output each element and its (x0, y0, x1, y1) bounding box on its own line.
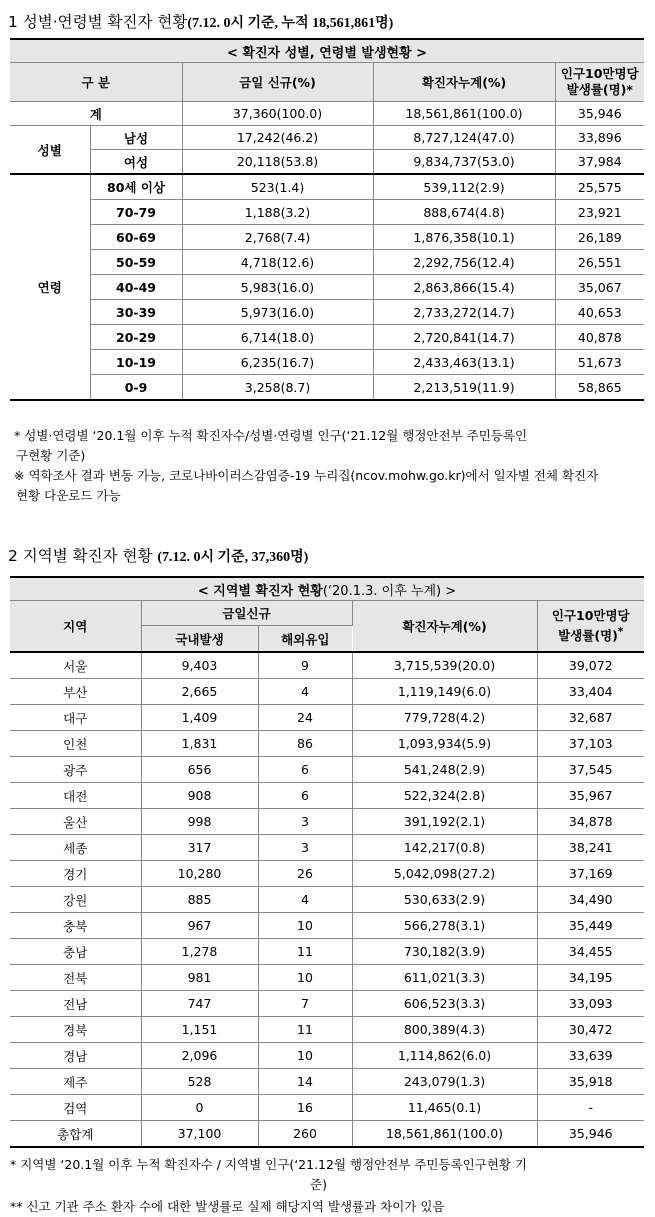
age-row (10, 200, 644, 225)
region-name: 세종 (10, 835, 141, 861)
region-name: 서울 (10, 652, 141, 679)
region-name: 대구 (10, 705, 141, 731)
age-rows (10, 174, 644, 400)
total-label: 계 (10, 102, 182, 126)
region-domestic: 2,096 (141, 1043, 258, 1069)
region-overseas: 16 (258, 1095, 352, 1121)
age-rate: 40,878 (555, 325, 644, 350)
region-rate: 34,878 (537, 809, 644, 835)
region-name: 제주 (10, 1069, 141, 1095)
region-domestic: 10,280 (141, 861, 258, 887)
header-cumulative: 확진자누계(%) (373, 63, 555, 102)
age-label: 30-39 (90, 300, 182, 325)
age-cum: 2,863,866(15.4) (373, 275, 555, 300)
gender-new-count: 20,118 (236, 154, 281, 169)
region-cum: 800,389(4.3) (352, 1017, 537, 1043)
region-row (10, 991, 644, 1017)
age-label: 10-19 (90, 350, 182, 375)
gender-row (10, 126, 644, 150)
age-new (182, 325, 373, 350)
header-overseas: 해외유입 (258, 626, 352, 653)
age-cum: 1,876,358(10.1) (373, 225, 555, 250)
region-overseas: 10 (258, 913, 352, 939)
region-name: 경북 (10, 1017, 141, 1043)
region-domestic: 9,403 (141, 652, 258, 679)
age-label: 80세 이상 (90, 174, 182, 200)
region-row (10, 939, 644, 965)
region-row (10, 783, 644, 809)
region-domestic: 1,278 (141, 939, 258, 965)
age-cum: 2,433,463(13.1) (373, 350, 555, 375)
region-overseas: 4 (258, 679, 352, 705)
region-cum: 1,114,862(6.0) (352, 1043, 537, 1069)
section1-title (8, 10, 393, 32)
age-new (182, 275, 373, 300)
region-domestic: 1,409 (141, 705, 258, 731)
gender-cum: 9,834,737(53.0) (373, 150, 555, 175)
age-new-count: 6,714 (240, 329, 277, 345)
gender-new (182, 126, 373, 150)
age-row (10, 275, 644, 300)
section1-note-line: 현황 다운로드 가능 (16, 488, 121, 503)
region-overseas: 26 (258, 861, 352, 887)
gender-rate: 33,896 (555, 126, 644, 150)
section2-note-line: 준) (310, 1177, 327, 1192)
region-cum: 391,192(2.1) (352, 809, 537, 835)
total-new-count: 37,360 (232, 106, 277, 121)
section1-notes (14, 426, 598, 506)
gender-new-pct: (53.8) (280, 154, 319, 169)
header-new-cases: 금일 신규(%) (182, 63, 373, 102)
total-rate: 35,946 (555, 102, 644, 126)
age-label: 70-79 (90, 200, 182, 225)
region-cum: 18,561,861(100.0) (352, 1121, 537, 1148)
region-row (10, 731, 644, 757)
age-new-count: 6,235 (240, 354, 277, 370)
region-name: 경남 (10, 1043, 141, 1069)
region-cum: 606,523(3.3) (352, 991, 537, 1017)
age-new (182, 300, 373, 325)
total-row (10, 102, 644, 126)
gender-label: 여성 (90, 150, 182, 175)
region-row (10, 913, 644, 939)
region-domestic: 37,100 (141, 1121, 258, 1148)
region-name: 총합계 (10, 1121, 141, 1148)
header-rate2-line2 (538, 624, 645, 644)
region-rate: 35,967 (537, 783, 644, 809)
region-domestic: 656 (141, 757, 258, 783)
region-cum: 566,278(3.1) (352, 913, 537, 939)
region-name: 부산 (10, 679, 141, 705)
region-domestic: 317 (141, 835, 258, 861)
section2-note-line: ** 신고 기관 주소 환자 수에 대한 발생률로 실제 해당지역 발생률과 차이가 있음 (10, 1199, 445, 1214)
region-row (10, 679, 644, 705)
gender-rate: 37,984 (555, 150, 644, 175)
region-rate: 38,241 (537, 835, 644, 861)
region-domestic: 908 (141, 783, 258, 809)
region-domestic: 998 (141, 809, 258, 835)
age-new-pct: (16.7) (276, 354, 315, 370)
region-cum: 1,119,149(6.0) (352, 679, 537, 705)
region-overseas: 11 (258, 1017, 352, 1043)
region-name: 충남 (10, 939, 141, 965)
age-new-count: 523 (250, 179, 275, 195)
age-row (10, 375, 644, 401)
gender-new-pct: (46.2) (280, 130, 319, 145)
region-overseas: 10 (258, 965, 352, 991)
region-rate: 30,472 (537, 1017, 644, 1043)
age-cum: 539,112(2.9) (373, 174, 555, 200)
region-rate: 33,404 (537, 679, 644, 705)
region-row (10, 809, 644, 835)
section2-note-line: * 지역별 ‘20.1월 이후 누적 확진자수 / 지역별 인구(‘21.12월 행정안전부 주민등록인구현황 기 (10, 1157, 528, 1172)
age-group-label: 연령 (10, 174, 90, 400)
region-domestic: 885 (141, 887, 258, 913)
header-rate-line2: 발생률(명)* (566, 82, 633, 97)
region-overseas: 86 (258, 731, 352, 757)
region-rate: 37,545 (537, 757, 644, 783)
region-rate: 33,093 (537, 991, 644, 1017)
age-new-pct: (8.7) (280, 379, 311, 395)
region-cum: 1,093,934(5.9) (352, 731, 537, 757)
region-table (10, 576, 644, 1148)
section1-note-line: 구현황 기준) (16, 448, 86, 463)
region-overseas: 24 (258, 705, 352, 731)
region-cum: 11,465(0.1) (352, 1095, 537, 1121)
region-overseas: 6 (258, 783, 352, 809)
age-rate: 40,653 (555, 300, 644, 325)
header-new-group: 금일신규 (141, 601, 352, 626)
age-new-pct: (16.0) (276, 279, 315, 295)
region-name: 경기 (10, 861, 141, 887)
region-row (10, 835, 644, 861)
age-rate: 25,575 (555, 174, 644, 200)
region-overseas: 11 (258, 939, 352, 965)
region-overseas: 14 (258, 1069, 352, 1095)
table2-caption-rest: (‘20.1.3. 이후 누계) > (322, 583, 457, 599)
region-row (10, 1095, 644, 1121)
region-row (10, 965, 644, 991)
age-rate: 26,551 (555, 250, 644, 275)
age-row (10, 225, 644, 250)
age-cum: 2,292,756(12.4) (373, 250, 555, 275)
region-domestic: 2,665 (141, 679, 258, 705)
region-overseas: 3 (258, 835, 352, 861)
age-label: 0-9 (90, 375, 182, 401)
region-overseas: 6 (258, 757, 352, 783)
section1-title-bold: (7.12. 0시 기준, 누적 18,561,861명) (187, 16, 394, 31)
region-row (10, 1017, 644, 1043)
region-overseas: 10 (258, 1043, 352, 1069)
region-name: 전북 (10, 965, 141, 991)
table2-caption (10, 577, 644, 601)
age-row (10, 350, 644, 375)
region-overseas: 7 (258, 991, 352, 1017)
age-new-pct: (7.4) (280, 229, 311, 245)
region-rate: 39,072 (537, 652, 644, 679)
region-rate: 35,946 (537, 1121, 644, 1148)
age-label: 60-69 (90, 225, 182, 250)
region-rate: 37,169 (537, 861, 644, 887)
section2-title-bold: (7.12. 0시 기준, 37,360명) (157, 550, 309, 565)
table1-caption: < 확진자 성별, 연령별 발생현황 > (10, 39, 644, 63)
region-row (10, 757, 644, 783)
age-new-pct: (12.6) (276, 254, 315, 270)
section1-note-line: * 성별·연령별 ‘20.1월 이후 누적 확진자수/성별·연령별 인구(‘21.12월 행정안전부 주민등록인 (14, 428, 528, 443)
region-cum: 243,079(1.3) (352, 1069, 537, 1095)
age-row (10, 174, 644, 200)
age-new-pct: (18.0) (276, 329, 315, 345)
region-cum: 5,042,098(27.2) (352, 861, 537, 887)
section1-note-line: ※ 역학조사 결과 변동 가능, 코로나바이러스감염증-19 누리집(ncov.mohw.go.kr)에서 일자별 전체 확진자 (14, 468, 599, 483)
region-rate: 35,918 (537, 1069, 644, 1095)
region-rate: 34,455 (537, 939, 644, 965)
gender-cum: 8,727,124(47.0) (373, 126, 555, 150)
age-row (10, 250, 644, 275)
age-new-count: 1,188 (244, 204, 281, 220)
region-name: 울산 (10, 809, 141, 835)
region-rate: 32,687 (537, 705, 644, 731)
region-domestic: 0 (141, 1095, 258, 1121)
region-name: 전남 (10, 991, 141, 1017)
table2-caption-bold: < 지역별 확진자 현황 (197, 583, 323, 599)
section2-title-prefix: 2 지역별 확진자 현황 (8, 547, 153, 565)
header-domestic: 국내발생 (141, 626, 258, 653)
age-new (182, 375, 373, 401)
region-cum: 779,728(4.2) (352, 705, 537, 731)
age-new-count: 5,983 (240, 279, 277, 295)
age-rate: 26,189 (555, 225, 644, 250)
gender-rows (10, 126, 644, 175)
region-name: 검역 (10, 1095, 141, 1121)
age-cum: 2,213,519(11.9) (373, 375, 555, 401)
region-name: 강원 (10, 887, 141, 913)
header-region: 지역 (10, 601, 141, 653)
age-new-pct: (1.4) (274, 179, 305, 195)
header-cumulative2: 확진자누계(%) (352, 601, 537, 653)
age-cum: 2,720,841(14.7) (373, 325, 555, 350)
total-cum: 18,561,861(100.0) (373, 102, 555, 126)
age-new (182, 174, 373, 200)
region-domestic: 747 (141, 991, 258, 1017)
region-row (10, 1121, 644, 1148)
age-label: 40-49 (90, 275, 182, 300)
age-rate: 58,865 (555, 375, 644, 401)
age-new-count: 2,768 (244, 229, 281, 245)
gender-new (182, 150, 373, 175)
header-rate2-text: 발생률(명) (558, 628, 618, 644)
region-rate: 35,449 (537, 913, 644, 939)
region-overseas: 4 (258, 887, 352, 913)
gender-label: 남성 (90, 126, 182, 150)
region-domestic: 967 (141, 913, 258, 939)
age-cum: 2,733,272(14.7) (373, 300, 555, 325)
age-rate: 35,067 (555, 275, 644, 300)
age-label: 20-29 (90, 325, 182, 350)
region-name: 대전 (10, 783, 141, 809)
region-domestic: 528 (141, 1069, 258, 1095)
age-row (10, 300, 644, 325)
region-overseas: 260 (258, 1121, 352, 1148)
region-name: 광주 (10, 757, 141, 783)
region-rate: 33,639 (537, 1043, 644, 1069)
region-name: 충북 (10, 913, 141, 939)
region-rows (10, 652, 644, 1147)
region-cum: 142,217(0.8) (352, 835, 537, 861)
age-new-pct: (16.0) (276, 304, 315, 320)
age-new (182, 200, 373, 225)
age-new-count: 3,258 (244, 379, 281, 395)
age-new (182, 250, 373, 275)
region-domestic: 981 (141, 965, 258, 991)
section2-title (8, 544, 308, 566)
region-domestic: 1,151 (141, 1017, 258, 1043)
region-cum: 3,715,539(20.0) (352, 652, 537, 679)
region-row (10, 861, 644, 887)
region-row (10, 887, 644, 913)
region-cum: 611,021(3.3) (352, 965, 537, 991)
gender-age-table (10, 38, 644, 401)
age-new (182, 225, 373, 250)
section1-title-prefix: 1 성별·연령별 확진자 현황 (8, 13, 188, 31)
header-rate (555, 63, 644, 102)
region-domestic: 1,831 (141, 731, 258, 757)
header-rate2-mark: * (617, 625, 624, 638)
region-rate: 34,490 (537, 887, 644, 913)
age-cum: 888,674(4.8) (373, 200, 555, 225)
region-cum: 541,248(2.9) (352, 757, 537, 783)
region-rate: - (537, 1095, 644, 1121)
region-name: 인천 (10, 731, 141, 757)
total-new (182, 102, 373, 126)
age-new-pct: (3.2) (280, 204, 311, 220)
region-overseas: 9 (258, 652, 352, 679)
gender-group-label: 성별 (10, 126, 90, 175)
region-row (10, 1069, 644, 1095)
age-row (10, 325, 644, 350)
age-new-count: 4,718 (240, 254, 277, 270)
header-rate-line1: 인구10만명당 (560, 66, 639, 81)
region-cum: 730,182(3.9) (352, 939, 537, 965)
age-new (182, 350, 373, 375)
header-category: 구 분 (10, 63, 182, 102)
region-cum: 522,324(2.8) (352, 783, 537, 809)
region-rate: 34,195 (537, 965, 644, 991)
section2-notes (10, 1155, 527, 1217)
region-overseas: 3 (258, 809, 352, 835)
header-rate2 (537, 601, 644, 653)
region-row (10, 652, 644, 679)
region-cum: 530,633(2.9) (352, 887, 537, 913)
gender-row (10, 150, 644, 175)
region-row (10, 705, 644, 731)
region-row (10, 1043, 644, 1069)
gender-new-count: 17,242 (236, 130, 281, 145)
age-new-count: 5,973 (240, 304, 277, 320)
age-label: 50-59 (90, 250, 182, 275)
age-rate: 51,673 (555, 350, 644, 375)
age-rate: 23,921 (555, 200, 644, 225)
total-new-pct: (100.0) (276, 106, 323, 121)
header-rate2-line1: 인구10만명당 (551, 607, 630, 623)
region-rate: 37,103 (537, 731, 644, 757)
